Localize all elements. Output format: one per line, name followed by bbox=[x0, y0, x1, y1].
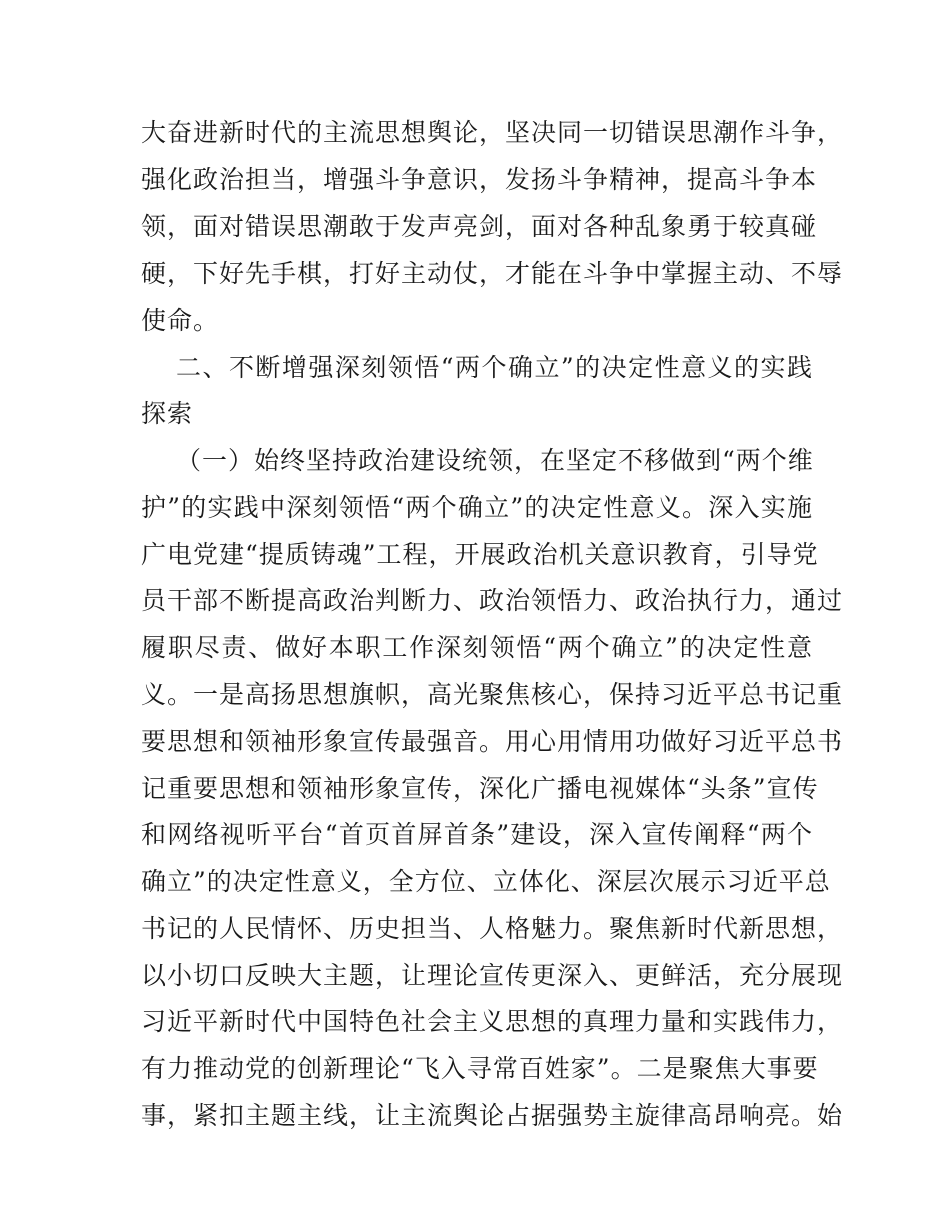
text-line: 员干部不断提高政治判断力、政治领悟力、政治执行力，通过 bbox=[141, 586, 844, 615]
text-line: 和网络视听平台“首页首屏首条”建设，深入宣传阐释“两个 bbox=[141, 820, 813, 849]
text-line: 履职尽责、做好本职工作深刻领悟“两个确立”的决定性意 bbox=[141, 633, 813, 662]
text-line: 护”的实践中深刻领悟“两个确立”的决定性意义。深入实施 bbox=[141, 493, 813, 522]
text-line: 事，紧扣主题主线，让主流舆论占据强势主旋律高昂响亮。始 bbox=[141, 1101, 844, 1130]
text-line: 广电党建“提质铸魂”工程，开展政治机关意识教育，引导党 bbox=[141, 540, 819, 569]
text-line: 以小切口反映大主题，让理论宣传更深入、更鲜活，充分展现 bbox=[141, 961, 844, 990]
text-line: 要思想和领袖形象宣传最强音。用心用情用功做好习近平总书 bbox=[141, 727, 844, 756]
section-heading-continuation: 探索 bbox=[141, 399, 194, 428]
text-line: 书记的人民情怀、历史担当、人格魅力。聚焦新时代新思想， bbox=[141, 914, 844, 943]
text-line: 确立”的决定性意义，全方位、立体化、深层次展示习近平总 bbox=[141, 867, 831, 896]
text-line: 有力推动党的创新理论“飞入寻常百姓家”。二是聚焦大事要 bbox=[141, 1054, 819, 1083]
section-heading: 二、不断增强深刻领悟“两个确立”的决定性意义的实践 bbox=[176, 353, 813, 382]
text-line: 义。一是高扬思想旗帜，高光聚焦核心，保持习近平总书记重 bbox=[141, 680, 844, 709]
text-line: 习近平新时代中国特色社会主义思想的真理力量和实践伟力， bbox=[141, 1007, 844, 1036]
text-line: 领，面对错误思潮敢于发声亮剑，面对各种乱象勇于较真碰 bbox=[141, 212, 818, 241]
text-line: 使命。 bbox=[141, 306, 220, 335]
subsection-heading: （一）始终坚持政治建设统领，在坚定不移做到“两个维 bbox=[176, 446, 814, 475]
text-line: 大奋进新时代的主流思想舆论，坚决同一切错误思潮作斗争， bbox=[141, 118, 844, 147]
text-line: 记重要思想和领袖形象宣传，深化广播电视媒体“头条”宣传 bbox=[141, 774, 819, 803]
text-line: 强化政治担当，增强斗争意识，发扬斗争精神，提高斗争本 bbox=[141, 165, 818, 194]
text-line: 硬，下好先手棋，打好主动仗，才能在斗争中掌握主动、不辱 bbox=[141, 259, 844, 288]
